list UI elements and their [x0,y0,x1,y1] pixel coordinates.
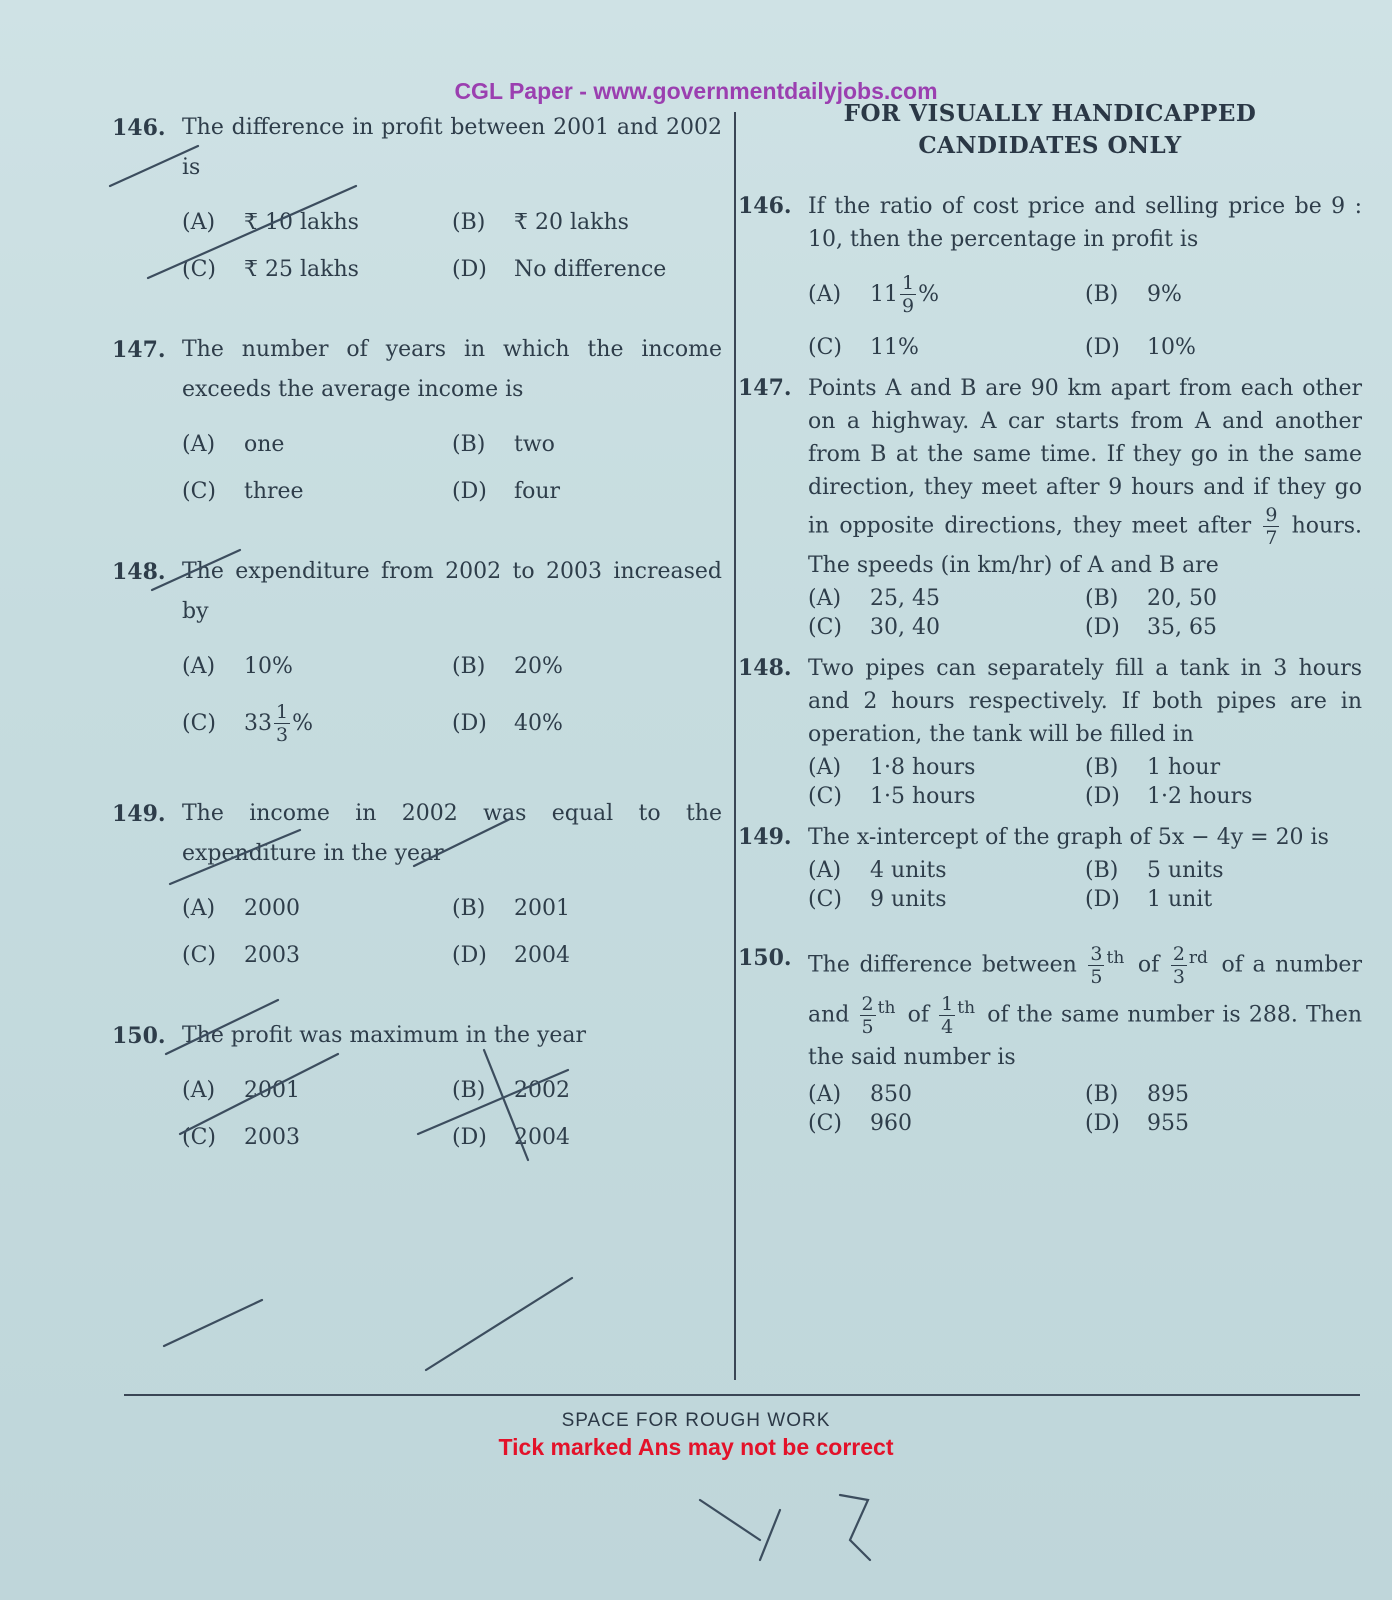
option-text: No difference [514,257,667,282]
fraction-denominator: 3 [1172,965,1185,988]
fraction-denominator: 4 [941,1015,954,1038]
option-text: two [514,432,555,457]
option-text: 2001 [514,896,570,921]
option-suffix: % [918,282,939,307]
options [808,858,1362,912]
option-label: (A) [808,755,842,780]
options [808,586,1362,640]
option-c[interactable] [182,701,452,746]
option-text: 20% [514,654,563,679]
question-146-right [738,190,1362,256]
disclaimer-note: Tick marked Ans may not be correct [498,1434,894,1460]
fraction-denominator: 9 [902,295,915,317]
option-d[interactable] [452,701,722,746]
question-text-part: The difference between [808,952,1077,978]
option-suffix: % [292,711,313,736]
option-text: 25, 45 [870,586,940,611]
options [808,272,1362,360]
question-text: The x-intercept of the graph of 5x − 4y = 20 is [808,825,1329,850]
option-label: (A) [182,1078,216,1103]
fraction [1088,943,1104,988]
ordinal-suffix: th [1106,948,1125,968]
option-label: (D) [1085,784,1120,809]
option-a[interactable] [182,210,452,235]
option-text: 895 [1147,1081,1189,1107]
fraction-numerator: 9 [1265,504,1278,526]
option-label: (B) [1085,858,1119,883]
option-text: 4 units [870,858,947,883]
option-label: (B) [452,896,486,921]
section-title [738,98,1362,162]
option-label: (C) [808,887,842,912]
options [808,755,1362,809]
option-text: one [244,432,285,457]
option-d[interactable] [1085,887,1362,912]
option-b[interactable] [452,1078,722,1103]
option-label: (C) [182,711,216,736]
option-text: 2003 [244,943,300,968]
option-text: 10% [244,654,293,679]
question-number: 149. [112,801,166,827]
option-label: (C) [182,943,216,968]
fraction-numerator: 3 [1090,942,1103,965]
ordinal-suffix: th [877,997,896,1018]
watermark-header: CGL Paper - www.governmentdailyjobs.com [454,78,938,104]
fraction-numerator: 1 [941,992,954,1015]
option-label: (A) [182,654,216,679]
question-number: 146. [112,115,166,141]
option-a[interactable] [182,896,452,921]
option-text: 9% [1147,282,1182,307]
section-title-line1: FOR VISUALLY HANDICAPPED [843,100,1257,127]
option-text: 9 units [870,887,947,912]
option-d[interactable] [1085,615,1362,640]
option-text: 2004 [514,943,570,968]
option-text: 2002 [514,1078,570,1103]
option-d[interactable] [452,479,722,504]
option-label: (A) [808,282,842,307]
option-d[interactable] [452,257,722,282]
option-label: (D) [1085,335,1120,360]
option-text: 1·5 hours [870,784,976,809]
option-a[interactable] [808,1082,1085,1107]
option-text: 40% [514,711,563,736]
question-147-right [738,372,1362,582]
option-label: (A) [182,432,216,457]
question-number: 148. [738,655,792,681]
fraction-denominator: 5 [1090,965,1103,988]
option-a[interactable] [808,858,1085,883]
option-d[interactable] [452,943,722,968]
option-b[interactable] [1085,755,1362,780]
option-label: (B) [1085,1081,1119,1107]
question-text: The profit was maximum in the year [182,1023,587,1048]
option-c[interactable] [182,257,452,282]
option-text: three [244,479,304,504]
question-150-left [112,1016,722,1056]
question-text: The difference in profit between 2001 and 2002 is [182,115,722,180]
option-label: (C) [808,784,842,809]
question-text-part: of [907,1002,929,1028]
option-text: 2001 [244,1078,300,1103]
option-text: ₹ 20 lakhs [514,210,629,235]
option-whole: 33 [244,711,272,736]
option-text: 1 hour [1147,755,1221,780]
question-148-left [112,552,722,632]
question-text: Two pipes can separately fill a tank in 3 hours and 2 hours respectively. If both pipes are in operation, the tank will be filled in [808,656,1362,747]
fraction [274,701,290,746]
option-label: (C) [182,257,216,282]
option-b[interactable] [452,896,722,921]
option-b[interactable] [1085,858,1362,883]
option-d[interactable] [1085,335,1362,360]
option-label: (C) [182,1125,216,1150]
option-b[interactable] [1085,586,1362,611]
option-label: (B) [1085,755,1119,780]
option-a[interactable] [808,586,1085,611]
option-label: (A) [808,858,842,883]
option-label: (D) [1085,887,1120,912]
fraction [939,993,955,1038]
option-label: (D) [452,711,487,736]
ordinal-suffix: rd [1188,948,1208,968]
option-text: 2000 [244,896,300,921]
option-c[interactable] [808,1111,1085,1136]
fraction-denominator: 7 [1265,527,1278,549]
option-label: (A) [182,896,216,921]
option-label: (C) [808,615,842,640]
option-a[interactable] [808,272,1085,317]
question-text: If the ratio of cost price and selling price be 9 : 10, then the percentage in profit is [808,194,1362,252]
option-c[interactable] [808,335,1085,360]
rough-work-label: SPACE FOR ROUGH WORK [561,1410,831,1431]
option-text: four [514,479,561,504]
option-text: 2003 [244,1125,300,1150]
question-text-part: of a number and [808,952,1362,1028]
fraction [1171,943,1187,988]
option-d[interactable] [1085,784,1362,809]
options [182,432,722,504]
question-148-right [738,652,1362,751]
option-text: ₹ 25 lakhs [244,257,359,282]
pen-stroke [426,1278,572,1370]
option-label: (B) [452,210,486,235]
option-label: (D) [452,479,487,504]
section-title-line2: CANDIDATES ONLY [918,132,1182,159]
options [808,1082,1362,1136]
question-text: The expenditure from 2002 to 2003 increased by [182,559,722,624]
option-text: 10% [1147,335,1196,360]
question-number: 147. [112,337,166,363]
option-label: (B) [452,654,486,679]
question-text-part: Points A and B are 90 km apart from each other on a highway. A car starts from A and another from B at the same time. If they go in the same direction, they meet after 9 hours and if they go in opposite directions, they meet after [808,376,1362,539]
option-text: 2004 [514,1125,570,1150]
options [182,210,722,282]
option-c[interactable] [182,479,452,504]
option-label: (C) [808,1110,842,1136]
option-text: 20, 50 [1147,586,1217,611]
question-number: 149. [738,824,792,850]
question-150-right [738,938,1362,1078]
fraction [860,993,876,1038]
option-c[interactable] [182,1125,452,1150]
question-text [808,372,1362,582]
fraction-denominator: 5 [861,1015,874,1038]
option-b[interactable] [1085,272,1362,317]
ordinal-suffix: th [957,997,976,1018]
option-text: 1·2 hours [1147,784,1253,809]
option-text: 955 [1147,1110,1189,1136]
option-text: 5 units [1147,858,1224,883]
option-text: 11% [870,335,919,360]
option-text: 30, 40 [870,615,940,640]
question-146-left [112,108,722,188]
question-147-left [112,330,722,410]
pen-stroke [700,1495,870,1560]
option-text: ₹ 10 lakhs [244,210,359,235]
option-label: (B) [452,1078,486,1103]
option-text: 960 [870,1110,912,1136]
option-c[interactable] [808,887,1085,912]
option-d[interactable] [1085,1111,1362,1136]
left-column [112,108,722,1150]
option-label: (B) [1085,586,1119,611]
question-number: 150. [112,1023,166,1049]
option-a[interactable] [182,432,452,457]
question-text-part: of [1137,952,1160,978]
options [182,896,722,968]
option-a[interactable] [182,1078,452,1103]
option-label: (C) [808,335,842,360]
options [182,1078,722,1150]
question-number: 148. [112,559,166,585]
option-label: (B) [452,432,486,457]
fraction-numerator: 2 [861,992,874,1015]
option-b[interactable] [452,210,722,235]
option-label: (D) [1085,1110,1120,1136]
pen-stroke [164,1300,262,1346]
option-label: (A) [182,210,216,235]
question-149-left [112,794,722,874]
fraction [1263,504,1279,549]
option-a[interactable] [808,755,1085,780]
option-text: 1 unit [1147,887,1213,912]
fraction [900,272,916,317]
option-text: 1·8 hours [870,755,976,780]
question-number: 147. [738,375,792,401]
fraction-denominator: 3 [276,724,289,746]
option-whole: 11 [870,282,898,307]
option-b[interactable] [1085,1082,1362,1107]
question-149-right [738,821,1362,854]
option-d[interactable] [452,1125,722,1150]
option-c[interactable] [182,943,452,968]
question-text-part: of the same number is 288. Then the said number is [808,1002,1363,1070]
option-label: (D) [452,257,487,282]
option-label: (A) [808,1081,842,1107]
option-b[interactable] [452,432,722,457]
option-text: 850 [870,1081,912,1107]
fraction-numerator: 1 [902,272,915,294]
question-text: The income in 2002 was equal to the expenditure in the year [182,801,722,866]
fraction-numerator: 1 [276,701,289,723]
question-text-part: hours. The speeds (in km/hr) of A and B are [808,513,1362,578]
option-label: (D) [452,943,487,968]
option-text: 35, 65 [1147,615,1217,640]
question-number: 146. [738,193,792,219]
fraction-numerator: 2 [1172,942,1185,965]
option-c[interactable] [808,784,1085,809]
question-text: The number of years in which the income exceeds the average income is [182,337,722,402]
option-c[interactable] [808,615,1085,640]
option-label: (B) [1085,282,1119,307]
bottom-rule [124,1394,1360,1396]
option-label: (D) [452,1125,487,1150]
option-b[interactable] [452,654,722,679]
option-label: (C) [182,479,216,504]
option-a[interactable] [182,654,452,679]
question-number: 150. [738,945,792,971]
options [182,654,722,746]
question-text [808,938,1362,1078]
right-column [738,98,1362,1136]
column-divider [734,112,736,1380]
option-label: (A) [808,586,842,611]
option-label: (D) [1085,615,1120,640]
